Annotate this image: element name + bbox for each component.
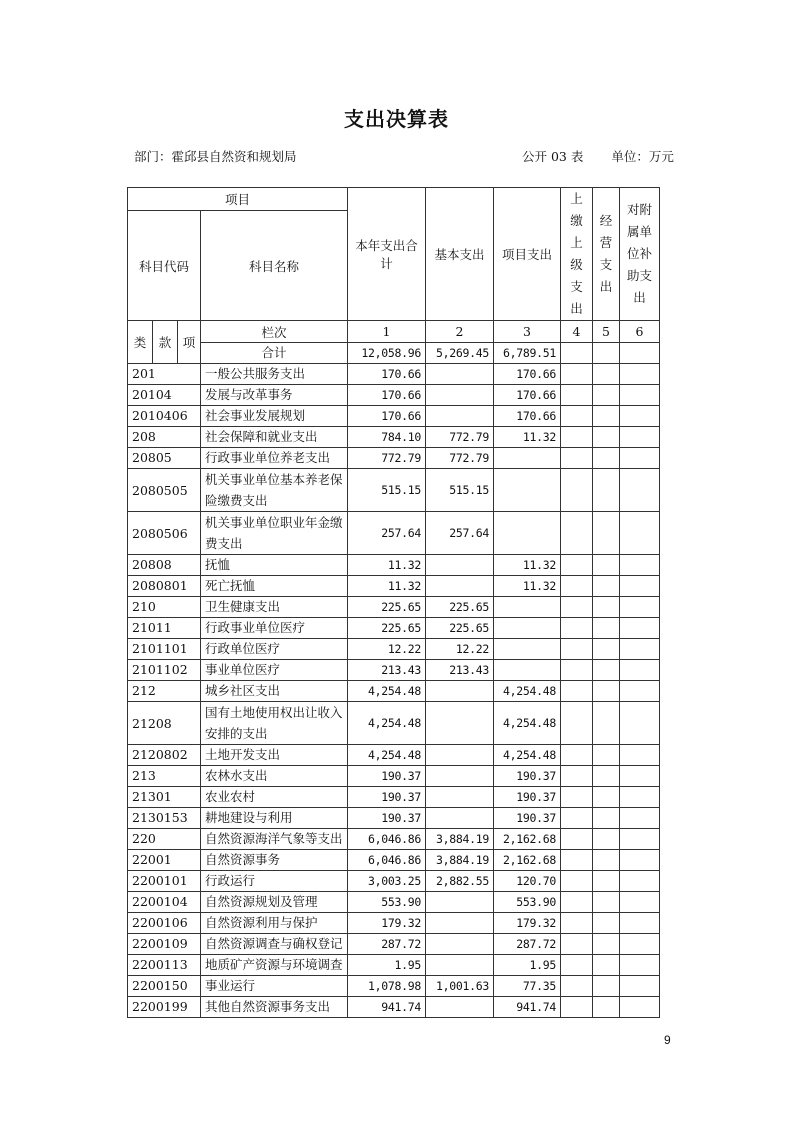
row-basic: 772.79 [426,448,494,469]
header-upper: 上缴上级支出 [561,188,593,321]
page-number: 9 [664,1033,671,1047]
row-subsidy [620,913,660,934]
row-project [494,660,561,681]
row-operating [593,618,620,639]
row-project [494,448,561,469]
row-upper [561,427,593,448]
table-row [128,639,660,660]
row-subsidy [620,871,660,892]
row-total: 4,254.48 [348,702,426,745]
row-name: 机关事业单位基本养老保险缴费支出 [201,469,348,512]
row-total: 1.95 [348,955,426,976]
row-subsidy [620,934,660,955]
row-operating [593,997,620,1018]
row-basic [426,913,494,934]
row-upper [561,976,593,997]
row-code: 2080801 [128,576,201,597]
unit-label: 单位：万元 [611,149,674,164]
row-upper [561,955,593,976]
expenditure-table [127,187,660,1018]
row-operating [593,702,620,745]
table-row [128,427,660,448]
row-project: 11.32 [494,427,561,448]
row-name: 社会保障和就业支出 [201,427,348,448]
table-row [128,618,660,639]
form-number: 公开 03 表 [522,149,584,164]
row-name: 城乡社区支出 [201,681,348,702]
row-subsidy [620,618,660,639]
row-total: 170.66 [348,406,426,427]
row-total: 11.32 [348,555,426,576]
row-upper [561,618,593,639]
header-name: 科目名称 [201,211,348,321]
row-upper [561,406,593,427]
table-row [128,681,660,702]
row-basic [426,934,494,955]
row-operating [593,660,620,681]
row-project: 1.95 [494,955,561,976]
table-row [128,871,660,892]
row-basic: 515.15 [426,469,494,512]
row-code: 2200113 [128,955,201,976]
row-basic: 225.65 [426,618,494,639]
col-num: 5 [593,321,620,343]
row-project [494,512,561,555]
row-subsidy [620,364,660,385]
row-total: 190.37 [348,787,426,808]
row-code: 21208 [128,702,201,745]
col-num: 3 [494,321,561,343]
row-total: 784.10 [348,427,426,448]
table-row [128,976,660,997]
sum-basic: 5,269.45 [426,343,494,364]
row-operating [593,850,620,871]
row-name: 行政事业单位养老支出 [201,448,348,469]
row-subsidy [620,997,660,1018]
table-row [128,808,660,829]
table-row [128,913,660,934]
row-operating [593,576,620,597]
row-upper [561,787,593,808]
row-name: 自然资源事务 [201,850,348,871]
row-code: 201 [128,364,201,385]
row-total: 170.66 [348,364,426,385]
row-project: 2,162.68 [494,829,561,850]
col-num: 6 [620,321,660,343]
sum-project: 6,789.51 [494,343,561,364]
table-row [128,512,660,555]
row-subsidy [620,745,660,766]
row-total: 287.72 [348,934,426,955]
row-basic [426,364,494,385]
row-total: 225.65 [348,618,426,639]
row-subsidy [620,427,660,448]
row-subsidy [620,808,660,829]
row-total: 941.74 [348,997,426,1018]
sum-label: 合计 [201,343,348,364]
row-project [494,469,561,512]
row-upper [561,871,593,892]
row-name: 国有土地使用权出让收入安排的支出 [201,702,348,745]
row-basic [426,766,494,787]
header-operating: 经营支出 [593,188,620,321]
row-upper [561,512,593,555]
table-row [128,934,660,955]
row-code: 2200104 [128,892,201,913]
row-upper [561,555,593,576]
department-label: 部门：霍邱县自然资和规划局 [134,149,297,164]
row-project: 190.37 [494,808,561,829]
row-subsidy [620,787,660,808]
row-operating [593,892,620,913]
page-title: 支出决算表 [344,107,449,131]
table-row [128,850,660,871]
row-name: 卫生健康支出 [201,597,348,618]
row-name: 抚恤 [201,555,348,576]
row-code: 2200199 [128,997,201,1018]
row-code: 2200106 [128,913,201,934]
row-total: 515.15 [348,469,426,512]
row-total: 257.64 [348,512,426,555]
row-operating [593,745,620,766]
row-project: 2,162.68 [494,850,561,871]
table-row [128,660,660,681]
row-upper [561,576,593,597]
row-basic: 2,882.55 [426,871,494,892]
sum-upper [561,343,593,364]
row-subsidy [620,976,660,997]
row-total: 6,046.86 [348,829,426,850]
row-total: 4,254.48 [348,745,426,766]
row-code: 2120802 [128,745,201,766]
table-row [128,469,660,512]
row-subsidy [620,702,660,745]
row-operating [593,871,620,892]
table-row [128,892,660,913]
row-name: 农业农村 [201,787,348,808]
table-row [128,745,660,766]
row-code: 2101102 [128,660,201,681]
row-subsidy [620,469,660,512]
row-total: 553.90 [348,892,426,913]
row-basic [426,385,494,406]
row-upper [561,997,593,1018]
row-upper [561,808,593,829]
table-row [128,766,660,787]
row-name: 死亡抚恤 [201,576,348,597]
row-code: 2200109 [128,934,201,955]
row-project: 11.32 [494,555,561,576]
row-upper [561,660,593,681]
row-upper [561,702,593,745]
row-basic [426,681,494,702]
row-code: 21301 [128,787,201,808]
row-upper [561,913,593,934]
row-operating [593,766,620,787]
row-code: 21011 [128,618,201,639]
row-total: 772.79 [348,448,426,469]
row-subsidy [620,850,660,871]
row-project: 4,254.48 [494,702,561,745]
row-total: 3,003.25 [348,871,426,892]
row-subsidy [620,829,660,850]
row-basic [426,576,494,597]
row-project [494,597,561,618]
row-operating [593,364,620,385]
row-code: 20805 [128,448,201,469]
table-row [128,448,660,469]
row-name: 农林水支出 [201,766,348,787]
row-basic [426,808,494,829]
row-upper [561,469,593,512]
row-subsidy [620,597,660,618]
row-code: 2200101 [128,871,201,892]
row-name: 社会事业发展规划 [201,406,348,427]
row-project: 170.66 [494,385,561,406]
row-basic: 772.79 [426,427,494,448]
row-operating [593,512,620,555]
row-subsidy [620,639,660,660]
row-total: 170.66 [348,385,426,406]
row-subsidy [620,955,660,976]
table-row [128,702,660,745]
row-name: 行政事业单位医疗 [201,618,348,639]
row-code: 220 [128,829,201,850]
row-code: 210 [128,597,201,618]
row-total: 4,254.48 [348,681,426,702]
row-project: 287.72 [494,934,561,955]
row-basic [426,702,494,745]
row-operating [593,976,620,997]
header-code: 科目代码 [128,211,201,321]
row-name: 行政单位医疗 [201,639,348,660]
row-name: 事业运行 [201,976,348,997]
table-row [128,787,660,808]
row-total: 179.32 [348,913,426,934]
sum-operating [593,343,620,364]
row-name: 自然资源利用与保护 [201,913,348,934]
header-lei: 类 [128,321,153,364]
row-code: 2080506 [128,512,201,555]
row-code: 208 [128,427,201,448]
row-name: 土地开发支出 [201,745,348,766]
row-basic: 3,884.19 [426,850,494,871]
row-basic [426,555,494,576]
header-total: 本年支出合计 [348,188,426,321]
header-subsidy: 对附属单位补助支出 [620,188,660,321]
form-meta [522,147,674,165]
header-kuan: 款 [153,321,178,364]
row-code: 2101101 [128,639,201,660]
col-num: 2 [426,321,494,343]
row-code: 212 [128,681,201,702]
row-operating [593,385,620,406]
row-operating [593,681,620,702]
row-name: 行政运行 [201,871,348,892]
row-upper [561,681,593,702]
table-row [128,997,660,1018]
row-upper [561,934,593,955]
row-name: 发展与改革事务 [201,385,348,406]
col-num: 4 [561,321,593,343]
sum-subsidy [620,343,660,364]
row-name: 自然资源海洋气象等支出 [201,829,348,850]
row-project: 170.66 [494,364,561,385]
header-xiang: 项 [178,321,201,364]
row-name: 事业单位医疗 [201,660,348,681]
row-upper [561,829,593,850]
row-project [494,618,561,639]
row-code: 2130153 [128,808,201,829]
row-upper [561,639,593,660]
row-basic: 1,001.63 [426,976,494,997]
row-name: 地质矿产资源与环境调查 [201,955,348,976]
row-upper [561,850,593,871]
row-basic: 3,884.19 [426,829,494,850]
row-code: 2200150 [128,976,201,997]
header-project: 项目支出 [494,188,561,321]
row-project [494,639,561,660]
row-project: 77.35 [494,976,561,997]
row-total: 12.22 [348,639,426,660]
sum-total: 12,058.96 [348,343,426,364]
row-total: 190.37 [348,766,426,787]
row-operating [593,829,620,850]
header-basic: 基本支出 [426,188,494,321]
row-subsidy [620,512,660,555]
row-subsidy [620,892,660,913]
row-upper [561,892,593,913]
row-upper [561,597,593,618]
row-subsidy [620,448,660,469]
row-operating [593,913,620,934]
row-project: 4,254.48 [494,681,561,702]
row-operating [593,597,620,618]
row-subsidy [620,576,660,597]
table-row [128,955,660,976]
row-name: 自然资源调查与确权登记 [201,934,348,955]
row-basic [426,745,494,766]
row-project: 190.37 [494,766,561,787]
row-name: 耕地建设与利用 [201,808,348,829]
row-name: 机关事业单位职业年金缴费支出 [201,512,348,555]
table-row [128,406,660,427]
row-code: 20808 [128,555,201,576]
row-basic: 12.22 [426,639,494,660]
col-num: 1 [348,321,426,343]
row-project: 11.32 [494,576,561,597]
row-total: 11.32 [348,576,426,597]
row-project: 120.70 [494,871,561,892]
header-item: 项目 [128,188,348,211]
row-subsidy [620,555,660,576]
column-order-label: 栏次 [201,321,348,343]
row-operating [593,406,620,427]
row-code: 2080505 [128,469,201,512]
table-row [128,385,660,406]
row-subsidy [620,681,660,702]
row-subsidy [620,406,660,427]
row-upper [561,364,593,385]
row-name: 一般公共服务支出 [201,364,348,385]
row-name: 其他自然资源事务支出 [201,997,348,1018]
row-basic [426,997,494,1018]
row-upper [561,745,593,766]
row-operating [593,955,620,976]
row-subsidy [620,660,660,681]
table-row [128,555,660,576]
row-basic: 213.43 [426,660,494,681]
row-code: 22001 [128,850,201,871]
row-basic [426,892,494,913]
row-project: 941.74 [494,997,561,1018]
table-row [128,597,660,618]
row-total: 213.43 [348,660,426,681]
row-operating [593,448,620,469]
row-project: 4,254.48 [494,745,561,766]
row-basic [426,955,494,976]
row-name: 自然资源规划及管理 [201,892,348,913]
row-code: 213 [128,766,201,787]
row-upper [561,385,593,406]
table-row [128,364,660,385]
row-operating [593,469,620,512]
row-total: 190.37 [348,808,426,829]
row-total: 1,078.98 [348,976,426,997]
row-project: 190.37 [494,787,561,808]
table-row [128,576,660,597]
row-operating [593,639,620,660]
table-row [128,829,660,850]
row-operating [593,787,620,808]
row-code: 2010406 [128,406,201,427]
row-basic [426,406,494,427]
row-operating [593,808,620,829]
row-project: 553.90 [494,892,561,913]
row-code: 20104 [128,385,201,406]
row-basic [426,787,494,808]
row-subsidy [620,766,660,787]
row-subsidy [620,385,660,406]
row-operating [593,934,620,955]
row-operating [593,427,620,448]
row-total: 225.65 [348,597,426,618]
row-project: 170.66 [494,406,561,427]
row-upper [561,766,593,787]
row-basic: 225.65 [426,597,494,618]
row-upper [561,448,593,469]
row-total: 6,046.86 [348,850,426,871]
row-project: 179.32 [494,913,561,934]
row-operating [593,555,620,576]
row-basic: 257.64 [426,512,494,555]
